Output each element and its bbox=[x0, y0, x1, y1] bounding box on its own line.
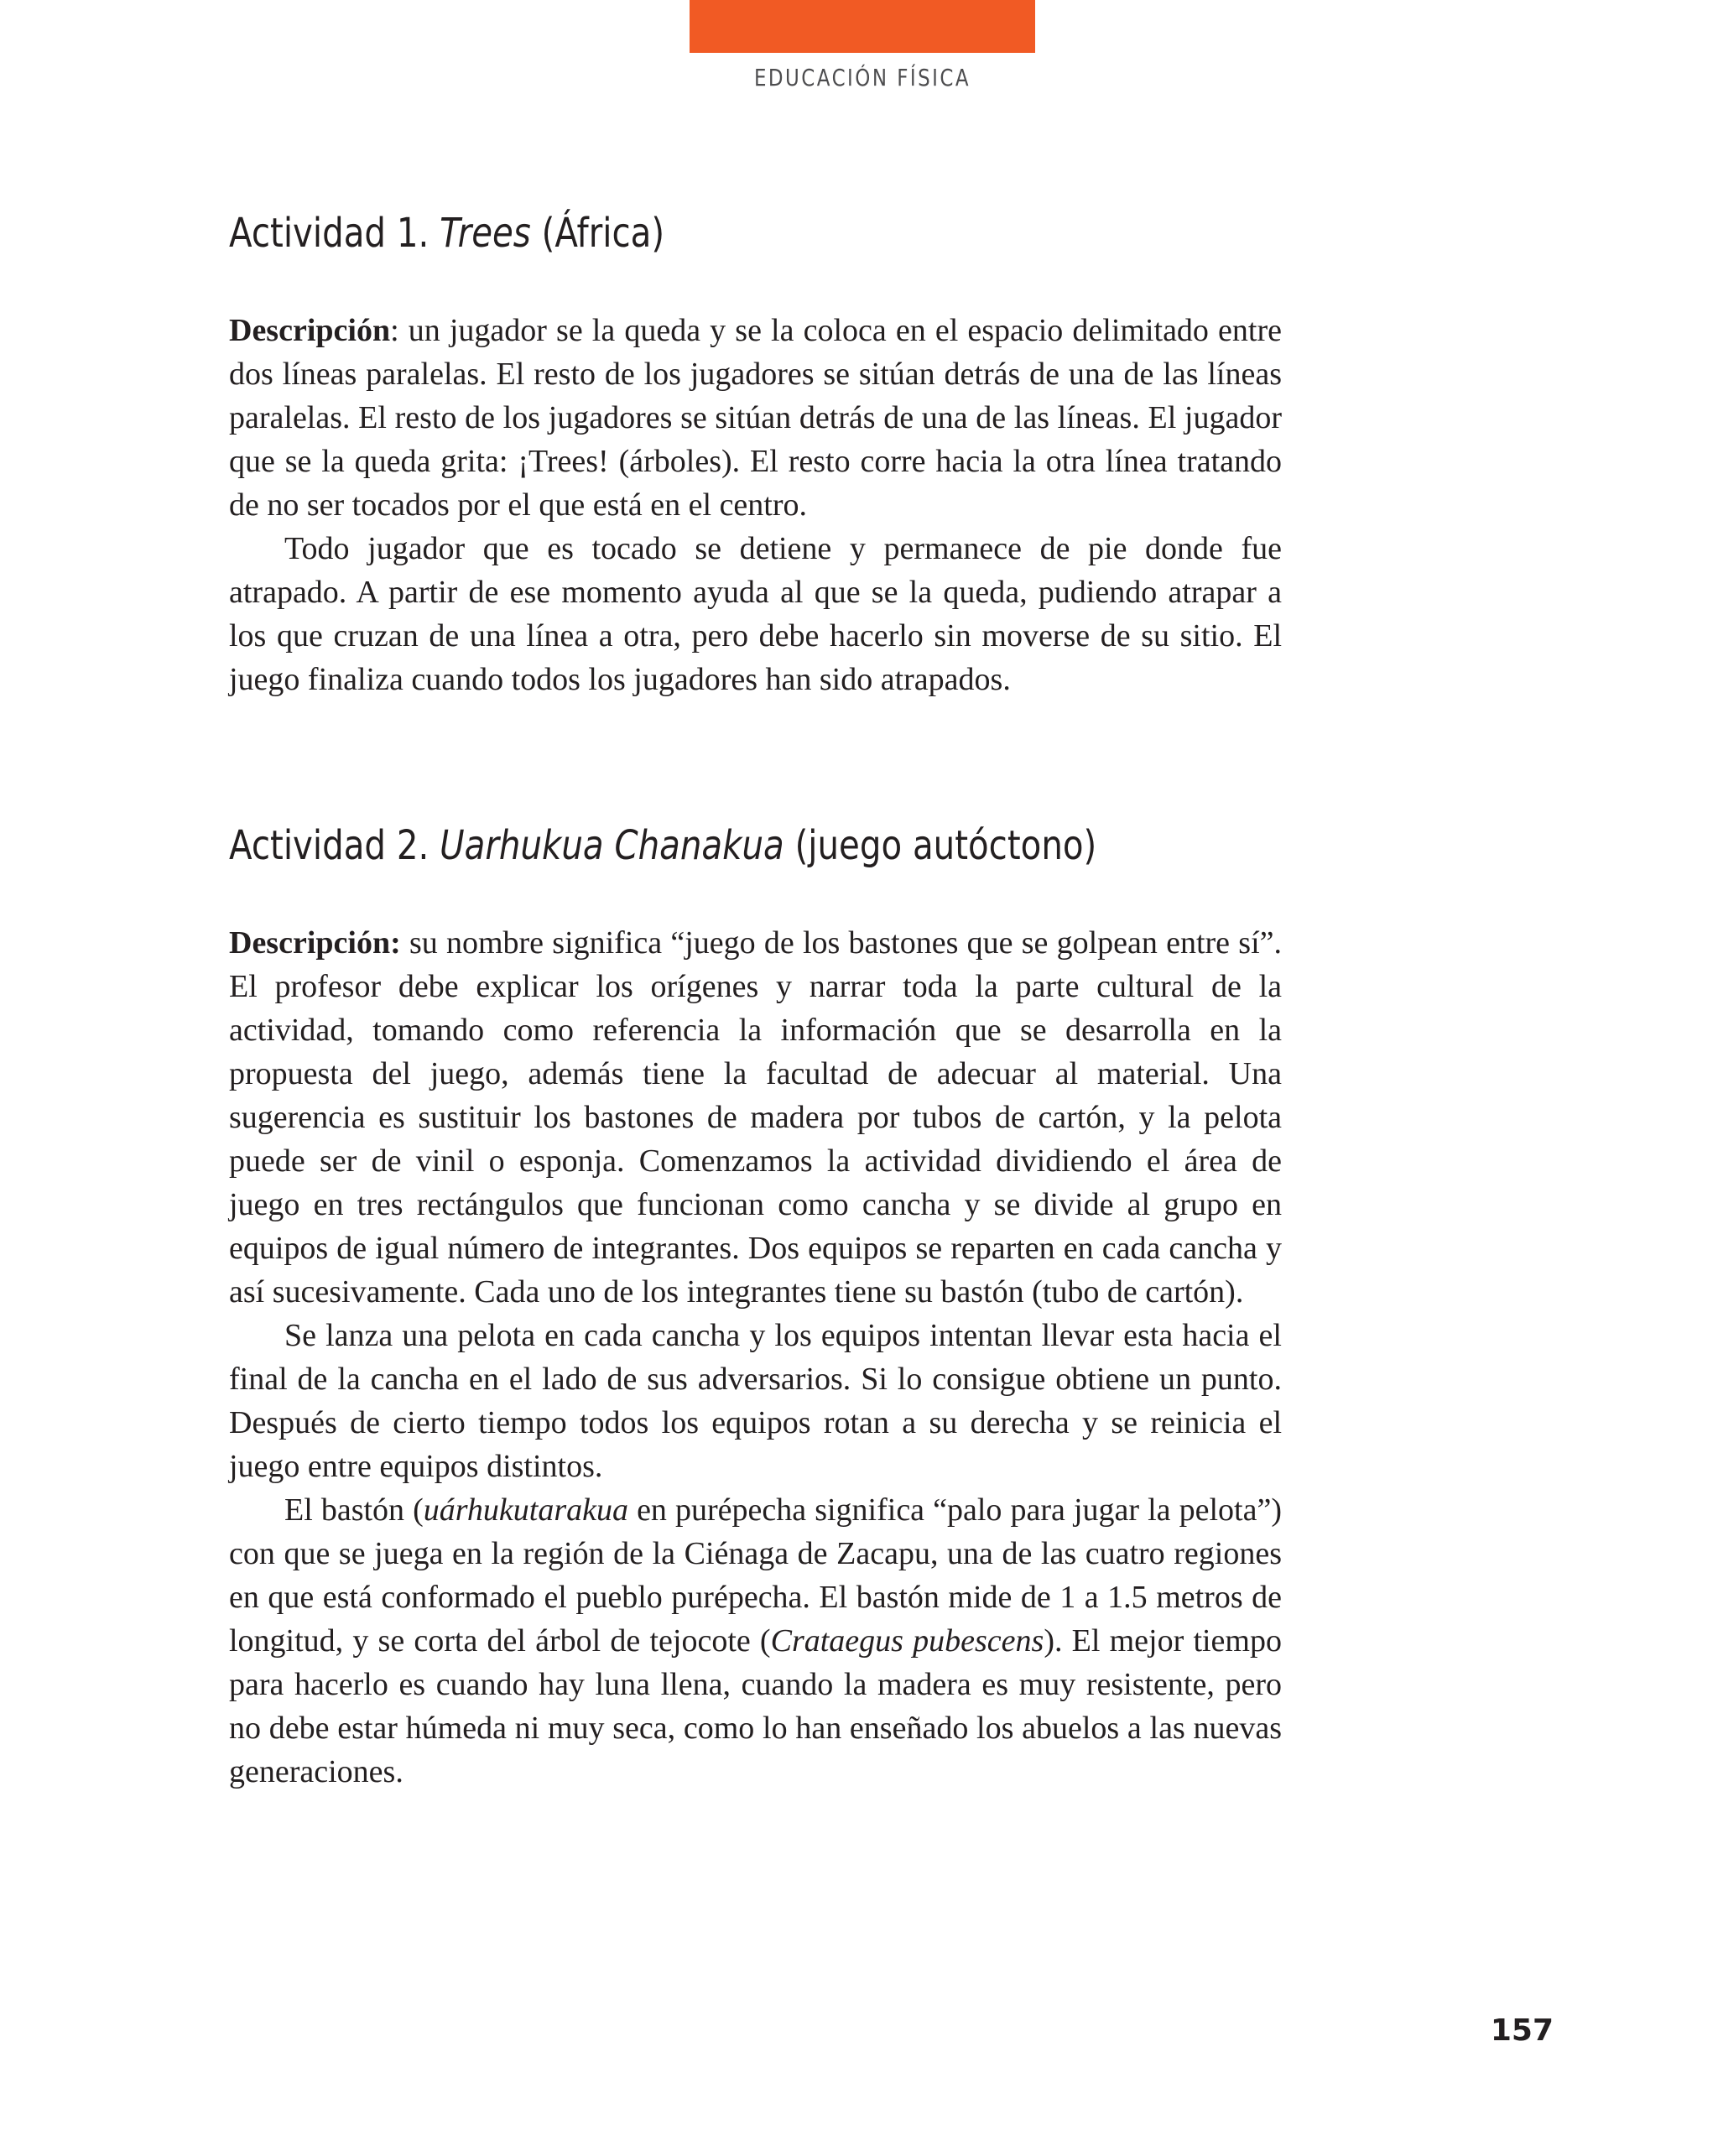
header-accent-bar bbox=[690, 0, 1035, 53]
activity-2-heading bbox=[229, 822, 1096, 869]
paragraph-3-text-c: ). El mejor tiempo para hacerlo es cuando hay luna llena, cuando la madera es muy resistente, pero no debe estar húmeda ni muy seca, como lo han enseñado los abuelos a las nuevas generaciones. bbox=[229, 1623, 1282, 1789]
description-label: Descripción bbox=[229, 313, 391, 348]
activity-1-description-paragraph bbox=[229, 309, 1282, 527]
activity-1-body bbox=[229, 309, 1282, 701]
activity-2-description-paragraph bbox=[229, 921, 1282, 1314]
activity-2-paragraph-2: Se lanza una pelota en cada cancha y los equipos intentan llevar esta hacia el final de la cancha en el lado de sus adversarios. Si lo consigue obtiene un punto. Después de cierto tiempo todos los equipos rotan a su derecha y se reinicia el juego entre equipos distintos. bbox=[229, 1318, 1282, 1484]
page-number: 157 bbox=[1490, 2013, 1554, 2048]
description-text: su nombre significa “juego de los bastones que se golpean entre sí”. El profesor debe explicar los orígenes y narrar toda la parte cultural de la actividad, tomando como referencia la información que se desarrolla en la propuesta del juego, además tiene la facultad de adecuar al material. Una sugerencia es sustituir los bastones de madera por tubos de cartón, y la pelota puede ser de vinil o esponja. Comenzamos la actividad dividiendo el área de juego en tres rectángulos que funcionan como cancha y se divide al grupo en equipos de igual número de integrantes. Dos equipos se reparten en cada cancha y así sucesivamente. Cada uno de los integrantes tiene su bastón (tubo de cartón). bbox=[229, 925, 1282, 1310]
activity-2-body bbox=[229, 921, 1282, 1794]
activity-2-heading-suffix: (juego autóctono) bbox=[784, 822, 1097, 869]
description-label: Descripción: bbox=[229, 925, 401, 961]
activity-2-heading-prefix: Actividad 2. bbox=[229, 822, 440, 869]
activity-2-heading-name: Uarhukua Chanakua bbox=[440, 822, 784, 869]
activity-1-paragraph-2: Todo jugador que es tocado se detiene y permanece de pie donde fue atrapado. A partir de ese momento ayuda al que se la queda, pudiendo atrapar a los que cruzan de una línea a otra, pero debe hacerlo sin moverse de su sitio. El juego finaliza cuando todos los jugadores han sido atrapados. bbox=[229, 531, 1282, 697]
purepecha-term: uárhukutarakua bbox=[423, 1492, 628, 1528]
paragraph-3-text-b: en purépecha significa “palo para jugar la pelota”) con que se juega en la región de la Ciénaga de Zacapu, una de las cuatro regiones en que está conformado el pueblo purépecha. El bastón mide de 1 a 1.5 metros de longitud, y se corta del árbol de tejocote ( bbox=[229, 1492, 1282, 1659]
scientific-name: Crataegus pubescens bbox=[770, 1623, 1044, 1659]
activity-1-heading-origin: (África) bbox=[530, 210, 665, 257]
activity-1-heading-prefix: Actividad 1. bbox=[229, 210, 440, 257]
activity-1-heading bbox=[229, 210, 664, 257]
description-text: : un jugador se la queda y se la coloca en el espacio delimitado entre dos líneas paralelas. El resto de los jugadores se sitúan detrás de una de las líneas paralelas. El resto de los jugadores se sitúan detrás de una de las líneas. El jugador que se la queda grita: ¡Trees! (árboles). El resto corre hacia la otra línea tratando de no ser tocados por el que está en el centro. bbox=[229, 313, 1282, 523]
running-header: EDUCACIÓN FÍSICA bbox=[753, 64, 971, 91]
activity-1-heading-name: Trees bbox=[440, 210, 531, 257]
activity-2-paragraph-3 bbox=[229, 1488, 1282, 1794]
paragraph-3-text-a: El bastón ( bbox=[284, 1492, 424, 1528]
